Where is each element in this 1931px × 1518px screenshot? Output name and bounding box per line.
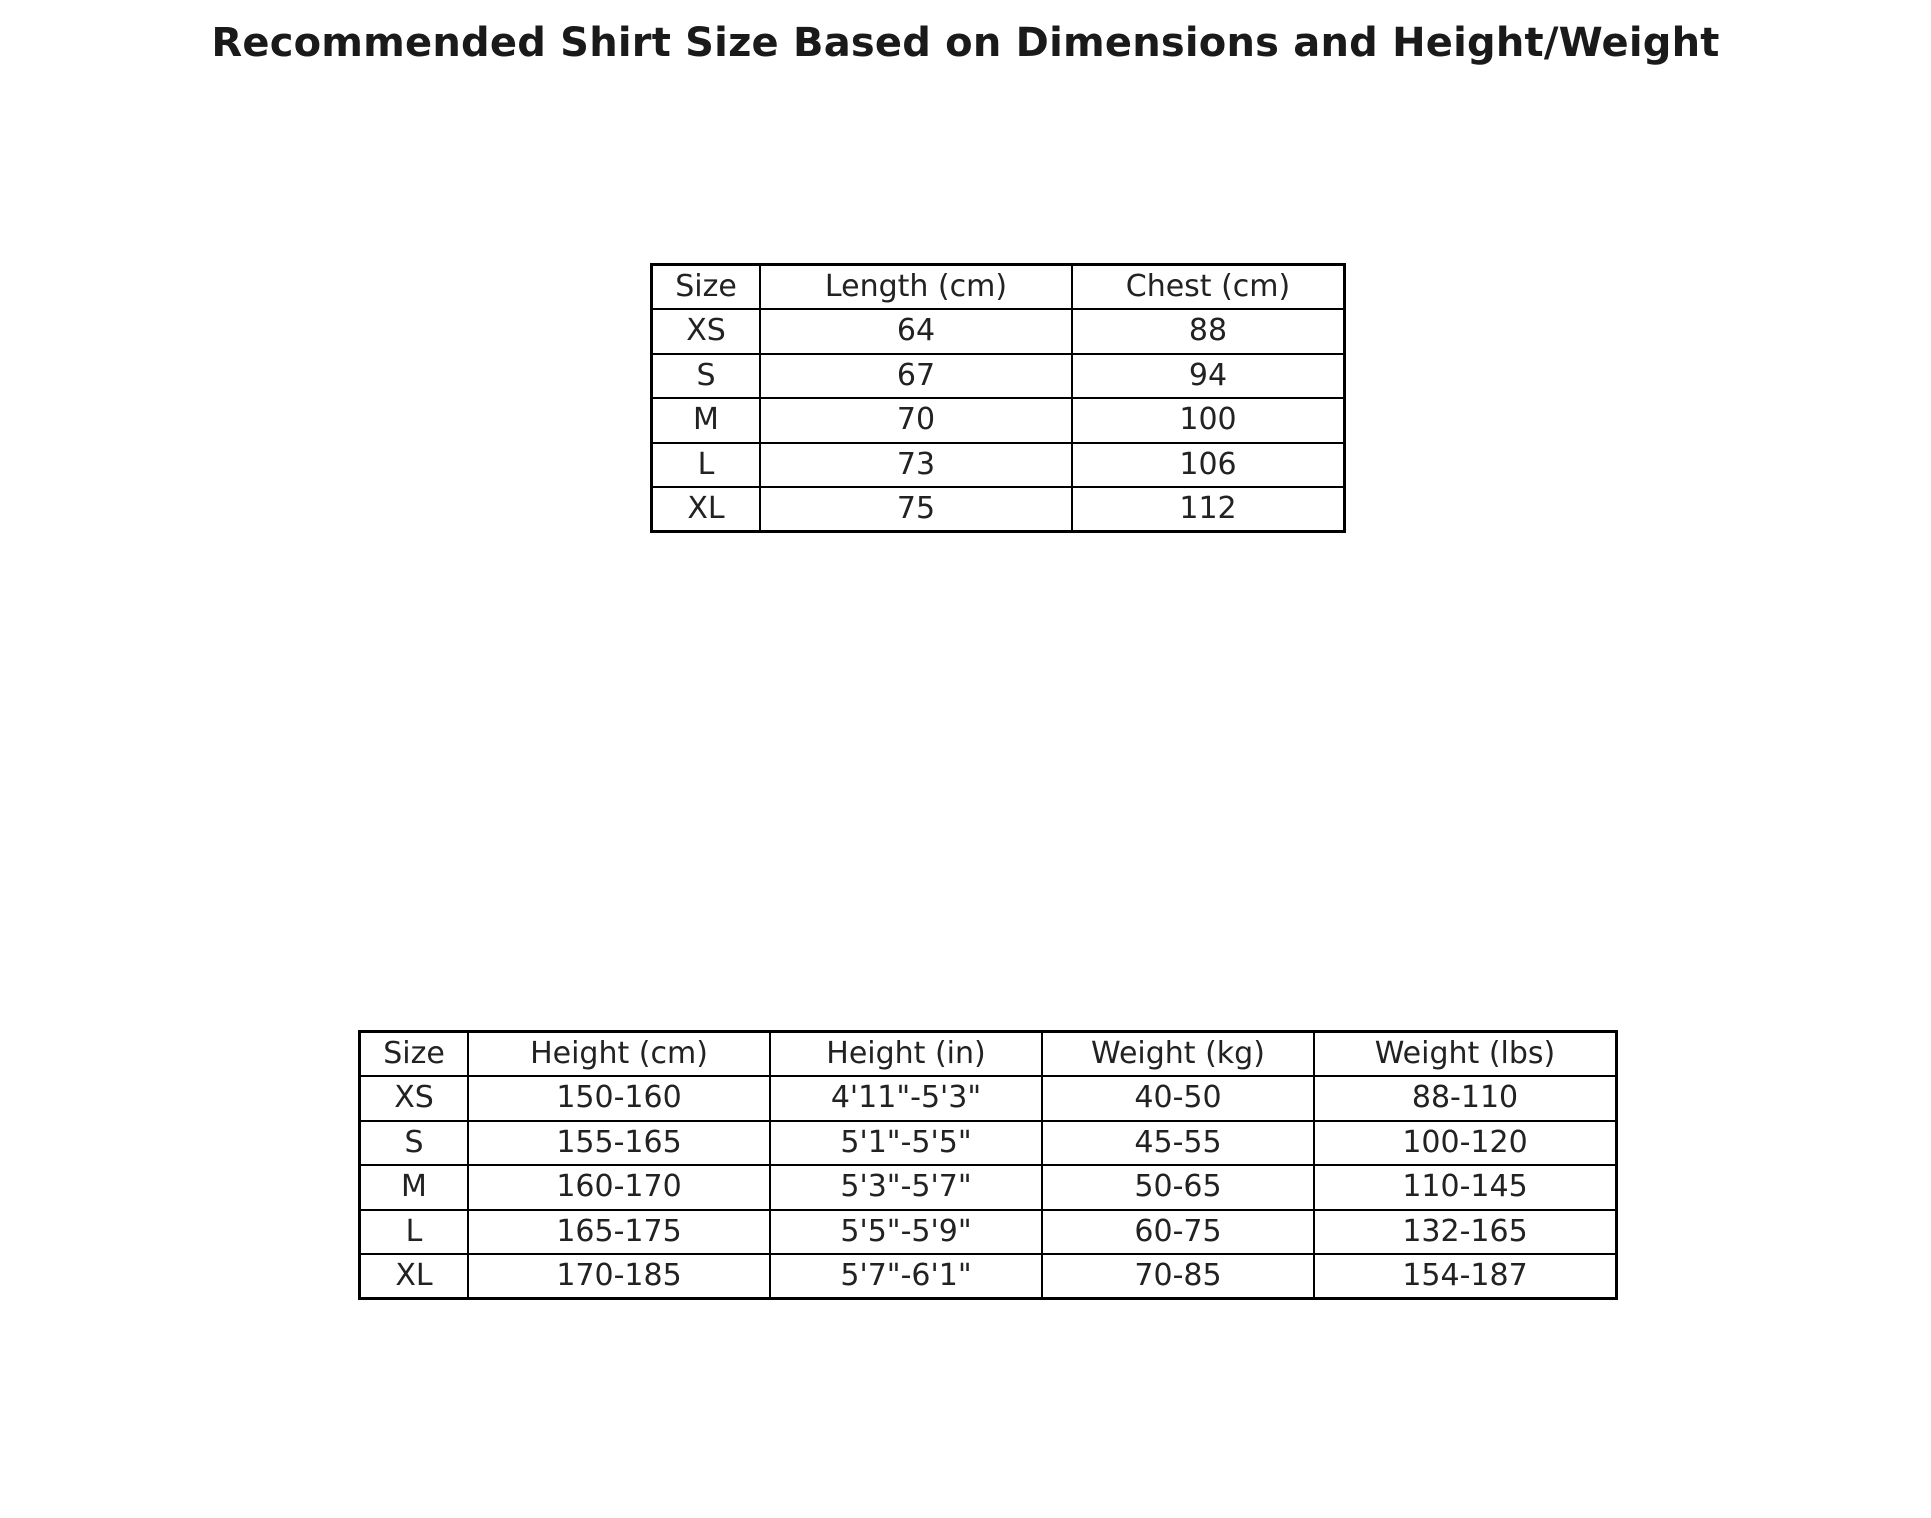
cell-chest: 88 <box>1072 309 1345 353</box>
cell-size: XS <box>360 1076 469 1120</box>
cell-weight-kg: 60-75 <box>1042 1210 1314 1254</box>
cell-size: L <box>360 1210 469 1254</box>
cell-weight-lbs: 132-165 <box>1314 1210 1617 1254</box>
cell-weight-kg: 50-65 <box>1042 1165 1314 1209</box>
cell-chest: 112 <box>1072 487 1345 532</box>
column-header-height-cm: Height (cm) <box>468 1032 770 1077</box>
table-row <box>652 398 1345 442</box>
cell-weight-kg: 70-85 <box>1042 1254 1314 1299</box>
table-row <box>652 354 1345 398</box>
cell-height-in: 5'7"-6'1" <box>770 1254 1042 1299</box>
table-row <box>360 1210 1617 1254</box>
table-header-row <box>652 265 1345 310</box>
column-header-size: Size <box>652 265 761 310</box>
cell-chest: 100 <box>1072 398 1345 442</box>
cell-height-in: 4'11"-5'3" <box>770 1076 1042 1120</box>
cell-length: 67 <box>760 354 1072 398</box>
cell-height-cm: 160-170 <box>468 1165 770 1209</box>
cell-weight-lbs: 88-110 <box>1314 1076 1617 1120</box>
cell-height-in: 5'3"-5'7" <box>770 1165 1042 1209</box>
table-row <box>652 443 1345 487</box>
cell-weight-kg: 40-50 <box>1042 1076 1314 1120</box>
table-row <box>360 1121 1617 1165</box>
cell-length: 70 <box>760 398 1072 442</box>
cell-size: XL <box>360 1254 469 1299</box>
cell-height-cm: 165-175 <box>468 1210 770 1254</box>
column-header-chest: Chest (cm) <box>1072 265 1345 310</box>
column-header-weight-lbs: Weight (lbs) <box>1314 1032 1617 1077</box>
cell-size: M <box>360 1165 469 1209</box>
table-row <box>360 1165 1617 1209</box>
cell-size: XL <box>652 487 761 532</box>
cell-chest: 94 <box>1072 354 1345 398</box>
cell-height-cm: 150-160 <box>468 1076 770 1120</box>
cell-height-cm: 170-185 <box>468 1254 770 1299</box>
cell-length: 75 <box>760 487 1072 532</box>
cell-height-cm: 155-165 <box>468 1121 770 1165</box>
table-row <box>360 1076 1617 1120</box>
cell-weight-kg: 45-55 <box>1042 1121 1314 1165</box>
table-row <box>652 309 1345 353</box>
column-header-length: Length (cm) <box>760 265 1072 310</box>
column-header-height-in: Height (in) <box>770 1032 1042 1077</box>
table-header-row <box>360 1032 1617 1077</box>
cell-chest: 106 <box>1072 443 1345 487</box>
cell-height-in: 5'5"-5'9" <box>770 1210 1042 1254</box>
cell-length: 73 <box>760 443 1072 487</box>
table-row <box>360 1254 1617 1299</box>
cell-weight-lbs: 100-120 <box>1314 1121 1617 1165</box>
cell-size: M <box>652 398 761 442</box>
height-weight-table <box>358 1030 1618 1300</box>
cell-size: S <box>652 354 761 398</box>
dimensions-table <box>650 263 1346 533</box>
cell-weight-lbs: 110-145 <box>1314 1165 1617 1209</box>
cell-weight-lbs: 154-187 <box>1314 1254 1617 1299</box>
cell-length: 64 <box>760 309 1072 353</box>
cell-height-in: 5'1"-5'5" <box>770 1121 1042 1165</box>
cell-size: S <box>360 1121 469 1165</box>
table-row <box>652 487 1345 532</box>
page-title: Recommended Shirt Size Based on Dimensions and Height/Weight <box>211 20 1720 66</box>
cell-size: L <box>652 443 761 487</box>
column-header-size: Size <box>360 1032 469 1077</box>
cell-size: XS <box>652 309 761 353</box>
column-header-weight-kg: Weight (kg) <box>1042 1032 1314 1077</box>
